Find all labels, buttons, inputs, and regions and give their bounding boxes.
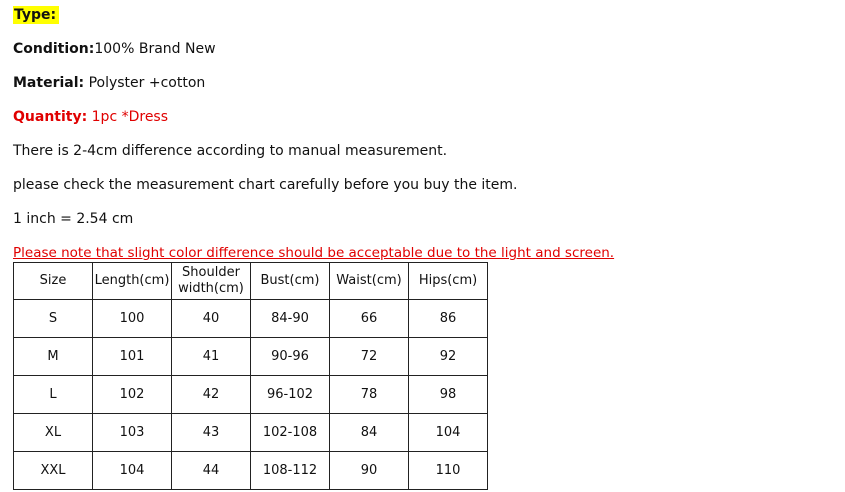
cell-shoulder: 44 [172,452,251,490]
cell-hips: 104 [409,414,488,452]
header-shoulder-line2: width(cm) [178,281,244,296]
inch-conversion-note: 1 inch = 2.54 cm [13,211,134,227]
cell-bust: 108-112 [251,452,330,490]
table-row [14,300,488,338]
material-label: Material: [13,75,85,91]
header-bust: Bust(cm) [251,263,330,300]
cell-shoulder: 43 [172,414,251,452]
cell-waist: 84 [330,414,409,452]
cell-waist: 90 [330,452,409,490]
cell-waist: 66 [330,300,409,338]
cell-size: XXL [14,452,93,490]
type-line [13,6,59,24]
measurement-note: There is 2-4cm difference according to manual measurement. [13,143,448,159]
cell-length: 103 [93,414,172,452]
header-shoulder-line1: Shoulder [182,265,240,280]
condition-line [13,40,216,58]
table-row [14,376,488,414]
cell-hips: 92 [409,338,488,376]
check-chart-note: please check the measurement chart carefully before you buy the item. [13,177,518,193]
table-row [14,338,488,376]
cell-shoulder: 42 [172,376,251,414]
condition-label: Condition: [13,41,95,57]
cell-length: 104 [93,452,172,490]
color-difference-note: Please note that slight color difference should be acceptable due to the light and screen. [13,245,615,261]
cell-shoulder: 41 [172,338,251,376]
table-row [14,452,488,490]
table-header-row [14,263,488,300]
quantity-label: Quantity: [13,109,88,125]
cell-hips: 86 [409,300,488,338]
cell-bust: 84-90 [251,300,330,338]
header-size: Size [14,263,93,300]
cell-size: XL [14,414,93,452]
header-hips: Hips(cm) [409,263,488,300]
cell-bust: 96-102 [251,376,330,414]
quantity-value: 1pc *Dress [87,109,169,125]
cell-size: S [14,300,93,338]
cell-waist: 78 [330,376,409,414]
condition-value: 100% Brand New [94,41,216,57]
type-label: Type: [13,6,59,24]
size-chart-table [13,262,488,490]
material-value: Polyster +cotton [84,75,206,91]
header-waist: Waist(cm) [330,263,409,300]
header-length: Length(cm) [93,263,172,300]
cell-bust: 90-96 [251,338,330,376]
cell-size: L [14,376,93,414]
material-line [13,74,205,92]
header-shoulder-width [172,263,251,300]
cell-length: 100 [93,300,172,338]
cell-bust: 102-108 [251,414,330,452]
cell-size: M [14,338,93,376]
cell-hips: 98 [409,376,488,414]
cell-hips: 110 [409,452,488,490]
cell-length: 102 [93,376,172,414]
table-row [14,414,488,452]
cell-waist: 72 [330,338,409,376]
cell-length: 101 [93,338,172,376]
quantity-line [13,108,168,126]
cell-shoulder: 40 [172,300,251,338]
